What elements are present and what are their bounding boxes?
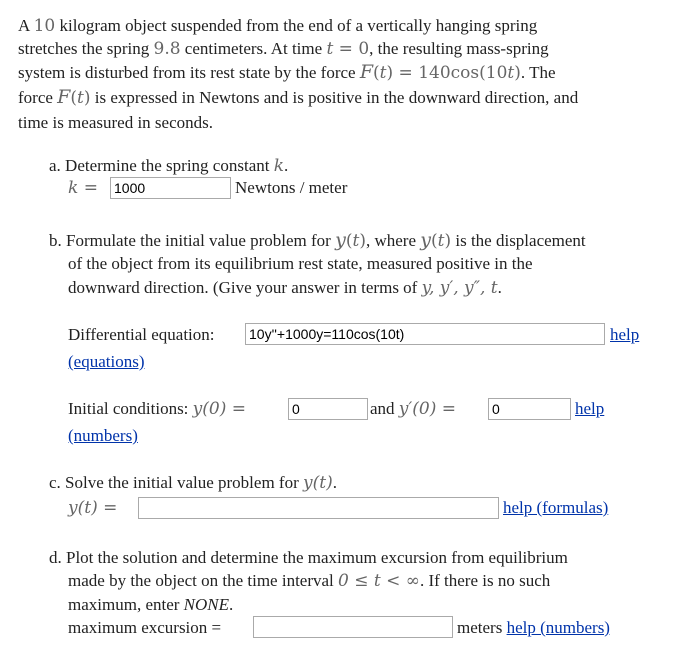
text: . [332, 473, 337, 492]
yt-expr: y(t) [303, 473, 333, 493]
text: . [229, 595, 234, 614]
help-equations-link-2[interactable]: (equations) [68, 352, 145, 371]
F-var: F [57, 86, 71, 108]
paren: ) [386, 63, 394, 83]
paren: ( [373, 63, 380, 83]
ic-label [68, 398, 246, 420]
force-coef: 140 [418, 63, 451, 83]
text: force [18, 88, 58, 107]
intro-line-2 [18, 38, 549, 60]
max-excursion-label: maximum excursion = [68, 618, 222, 637]
y0-input[interactable]: 0 [288, 398, 368, 420]
paren: ) [83, 88, 91, 108]
help-numbers-link-d[interactable]: help (numbers) [506, 618, 610, 637]
help-equations-link[interactable]: help [610, 325, 640, 344]
text: made by the object on the time interval [68, 571, 339, 590]
text: . [497, 278, 502, 297]
solution-label [68, 497, 117, 519]
paren: ) [444, 231, 452, 251]
part-c-prompt [49, 472, 337, 494]
y0-expr: y(0) [192, 399, 227, 419]
paren: ( [430, 231, 438, 251]
k-var: k [68, 178, 79, 198]
paren: ( [70, 88, 77, 108]
y-var: y [420, 229, 431, 251]
text: centimeters. At time [180, 39, 327, 58]
yt-expr: y(t) [68, 498, 98, 518]
yp0-expr: y′(0) [398, 399, 437, 419]
paren: ( [345, 231, 353, 251]
text: is the displacement [451, 231, 586, 250]
zero: 0 [358, 39, 370, 59]
intro-line-5 [18, 112, 213, 134]
text: maximum, enter [68, 595, 184, 614]
yp0-input[interactable]: 0 [488, 398, 571, 420]
F-var: F [359, 61, 374, 83]
eq-sign: = [97, 498, 118, 518]
intro-line-1 [18, 15, 537, 37]
text: , the resulting mass-spring [369, 39, 549, 58]
de-label: Differential equation: [68, 325, 215, 344]
help-numbers-link-2[interactable]: (numbers) [68, 426, 138, 445]
text: system is disturbed from its rest state by the force [18, 63, 360, 82]
text: . If there is no such [419, 571, 551, 590]
spring-constant-units: Newtons / meter [235, 178, 348, 197]
interval-expr: 0 ≤ t < ∞ [338, 571, 420, 591]
text: a. Determine the spring constant [49, 156, 274, 175]
t-var: t [507, 63, 515, 83]
part-a-k-label [68, 177, 98, 199]
eq-sign: = [226, 399, 246, 419]
spring-constant-input[interactable]: 1000 [110, 177, 231, 199]
differential-equation-input[interactable]: 10y''+1000y=110cos(10t) [245, 323, 605, 345]
text: and [370, 399, 399, 418]
text: downward direction. (Give your answer in terms of [68, 278, 422, 297]
y-var: y [335, 229, 346, 251]
text: , where [365, 231, 421, 250]
ic-and [370, 398, 456, 420]
part-d-line-1: d. Plot the solution and determine the maximum excursion from equilibrium [49, 548, 568, 567]
part-b-line-2: of the object from its equilibrium rest state, measured positive in the [68, 254, 533, 273]
text: b. Formulate the initial value problem for [49, 231, 336, 250]
part-d-line-3 [68, 594, 233, 616]
k-var: k [273, 156, 285, 176]
text: is expressed in Newtons and is positive in the downward direction, and [90, 88, 579, 107]
eq-sign: = [393, 63, 419, 83]
max-excursion-input[interactable] [253, 616, 453, 638]
t-var: t [437, 231, 445, 251]
mass-value: 10 [33, 16, 56, 36]
t-var: t [77, 88, 84, 108]
intro-line-3 [18, 61, 556, 84]
none-keyword: NONE [183, 595, 230, 614]
t-var: t [326, 39, 334, 59]
force-arg: (10 [479, 63, 508, 83]
eq-sign: = [78, 178, 98, 198]
text: meters [457, 618, 507, 637]
text: kilogram object suspended from the end of a vertically hanging spring [55, 16, 538, 35]
cos: cos [450, 63, 480, 83]
t-var: t [352, 231, 360, 251]
text: stretches the spring [18, 39, 154, 58]
eq-sign: = [436, 399, 456, 419]
part-d-line-2 [68, 570, 550, 592]
part-b-line-1 [49, 229, 586, 252]
text: A [18, 16, 34, 35]
eq-sign: = [333, 39, 359, 59]
vars-list: y, y′, y″, t [421, 278, 498, 298]
solution-input[interactable] [138, 497, 499, 519]
text: c. Solve the initial value problem for [49, 473, 303, 492]
text: time is measured in seconds. [18, 113, 213, 132]
paren: ) [514, 63, 521, 83]
intro-line-4 [18, 86, 578, 109]
text: . [284, 156, 289, 175]
help-numbers-link[interactable]: help [575, 399, 605, 418]
text: Initial conditions: [68, 399, 193, 418]
max-excursion-units [457, 617, 610, 639]
t-var: t [379, 63, 387, 83]
stretch-value: 9.8 [153, 39, 181, 59]
help-formulas-link[interactable]: help (formulas) [503, 498, 609, 517]
part-b-line-3 [68, 277, 502, 299]
part-a-prompt [49, 155, 288, 177]
paren: ) [359, 231, 366, 251]
text: . The [520, 63, 556, 82]
